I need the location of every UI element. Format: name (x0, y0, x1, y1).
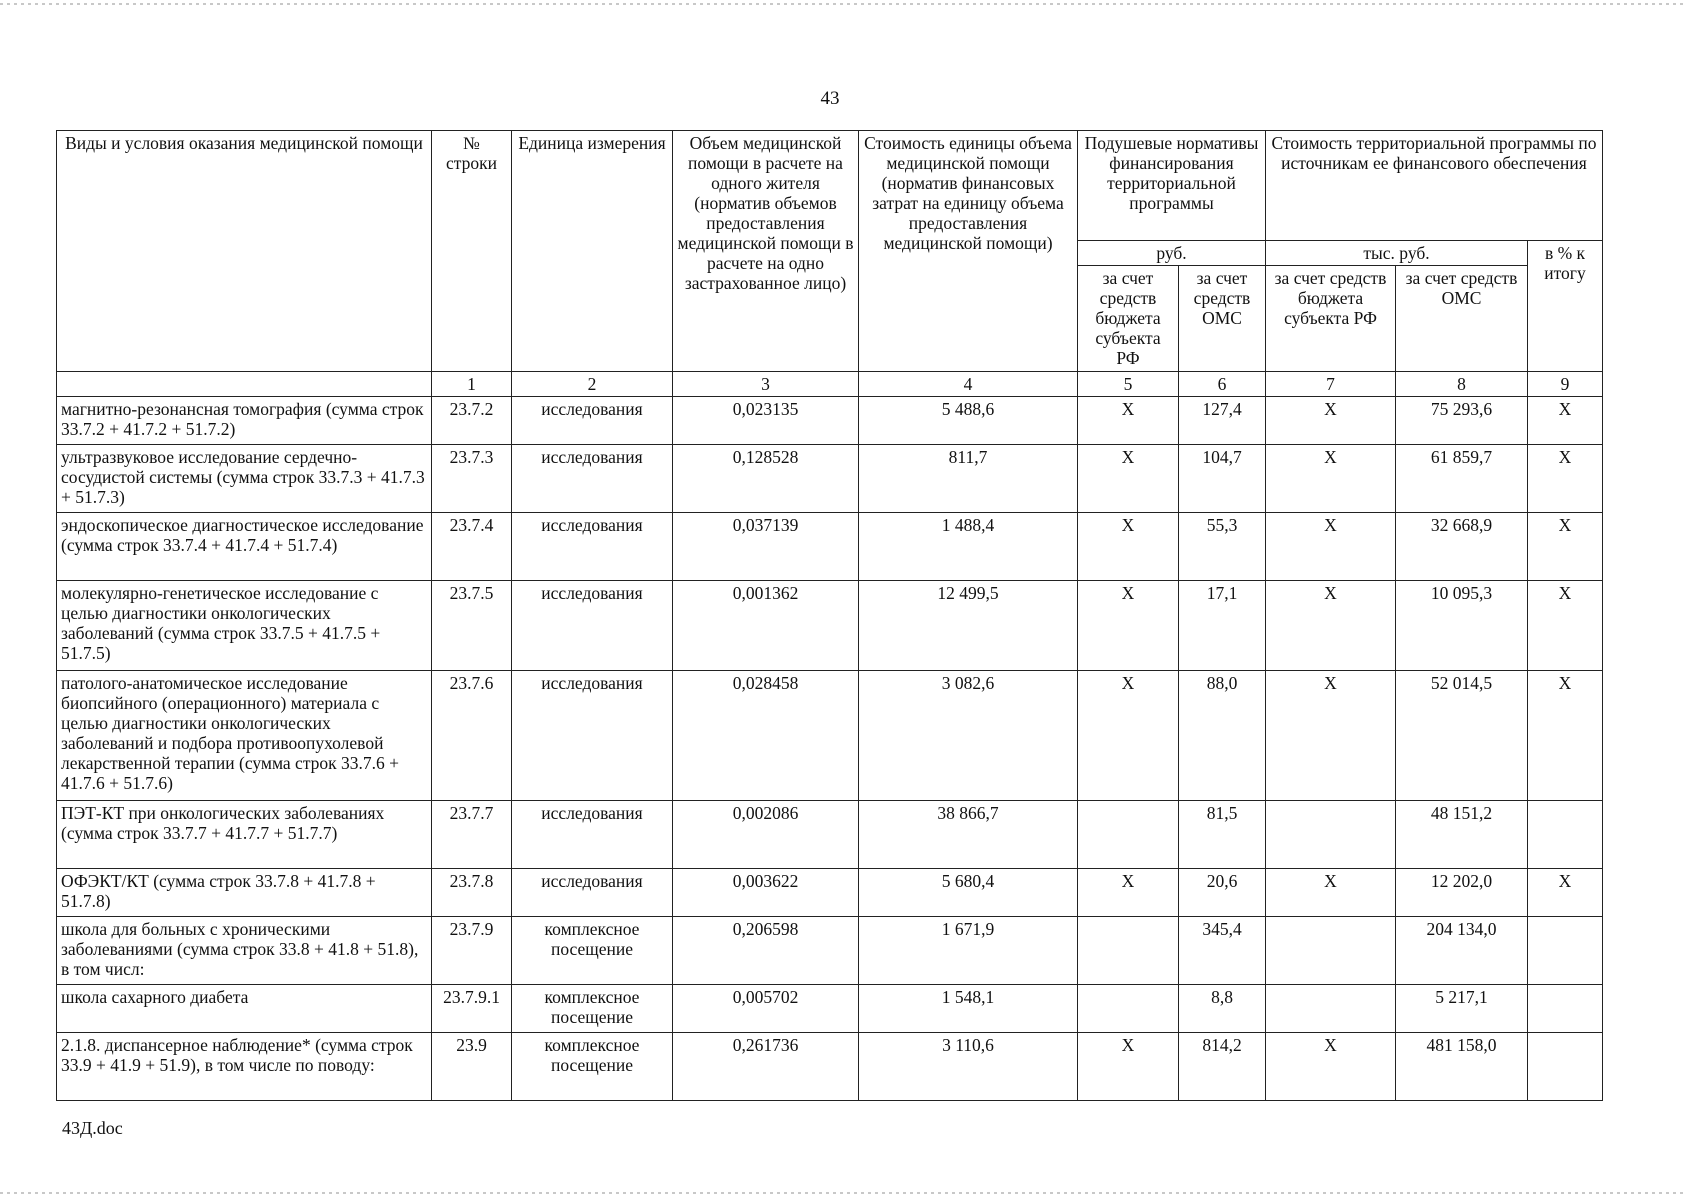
column-number: 9 (1528, 372, 1603, 397)
row-unit: исследования (512, 513, 673, 581)
column-number: 5 (1078, 372, 1179, 397)
header-thous-rub: тыс. руб. (1266, 241, 1528, 266)
header-unit: Единица измерения (512, 131, 673, 372)
table-row (57, 985, 1603, 1033)
row-volume: 0,005702 (673, 985, 859, 1033)
header-percent: в % к итогу (1528, 241, 1603, 372)
row-budget-thous: X (1266, 869, 1396, 917)
row-name: ПЭТ-КТ при онкологических заболеваниях (сумма строк 33.7.7 + 41.7.7 + 51.7.7) (57, 801, 432, 869)
header-per-capita: Подушевые нормативы финансирования территориальной программы (1078, 131, 1266, 241)
scan-edge-top (0, 3, 1686, 5)
row-unit: исследования (512, 801, 673, 869)
column-number (57, 372, 432, 397)
column-number: 3 (673, 372, 859, 397)
row-oms-rub: 127,4 (1179, 397, 1266, 445)
row-oms-thous: 204 134,0 (1396, 917, 1528, 985)
column-number: 1 (432, 372, 512, 397)
row-budget-rub: X (1078, 445, 1179, 513)
row-name: эндоскопическое диагностическое исследование (сумма строк 33.7.4 + 41.7.4 + 51.7.4) (57, 513, 432, 581)
row-oms-thous: 481 158,0 (1396, 1033, 1528, 1101)
row-unit: исследования (512, 869, 673, 917)
row-budget-thous (1266, 917, 1396, 985)
row-volume: 0,261736 (673, 1033, 859, 1101)
row-unit-cost: 1 548,1 (859, 985, 1078, 1033)
column-number: 8 (1396, 372, 1528, 397)
table-row (57, 513, 1603, 581)
row-percent (1528, 801, 1603, 869)
header-rub: руб. (1078, 241, 1266, 266)
row-name: школа сахарного диабета (57, 985, 432, 1033)
row-budget-rub: X (1078, 581, 1179, 671)
row-unit-cost: 38 866,7 (859, 801, 1078, 869)
row-name: патолого-анатомическое исследование биопсийного (операционного) материала с целью диагностики онкологических заболеваний и подбора противоопухолевой лекарственной терапии (сумма строк 33.7.6 + 41.7.6 + 51.7.6) (57, 671, 432, 801)
row-number: 23.9 (432, 1033, 512, 1101)
row-budget-thous (1266, 801, 1396, 869)
column-number: 6 (1179, 372, 1266, 397)
row-volume: 0,028458 (673, 671, 859, 801)
row-oms-rub: 81,5 (1179, 801, 1266, 869)
row-budget-rub: X (1078, 1033, 1179, 1101)
row-oms-thous: 75 293,6 (1396, 397, 1528, 445)
row-oms-rub: 55,3 (1179, 513, 1266, 581)
header-oms-thous: за счет средств ОМС (1396, 266, 1528, 372)
row-budget-thous: X (1266, 513, 1396, 581)
row-budget-rub (1078, 801, 1179, 869)
row-number: 23.7.9 (432, 917, 512, 985)
row-volume: 0,037139 (673, 513, 859, 581)
row-unit: комплексное посещение (512, 985, 673, 1033)
row-percent (1528, 985, 1603, 1033)
row-unit-cost: 811,7 (859, 445, 1078, 513)
header-total-cost: Стоимость территориальной программы по источникам ее финансового обеспечения (1266, 131, 1603, 241)
header-budget-rub: за счет средств бюджета субъекта РФ (1078, 266, 1179, 372)
header-kind: Виды и условия оказания медицинской помощи (57, 131, 432, 372)
row-unit: исследования (512, 397, 673, 445)
row-volume: 0,003622 (673, 869, 859, 917)
row-unit: исследования (512, 581, 673, 671)
row-unit-cost: 1 671,9 (859, 917, 1078, 985)
row-name: 2.1.8. диспансерное наблюдение* (сумма строк 33.9 + 41.9 + 51.9), в том числе по поводу: (57, 1033, 432, 1101)
row-percent: X (1528, 445, 1603, 513)
row-unit: исследования (512, 445, 673, 513)
column-number: 4 (859, 372, 1078, 397)
row-number: 23.7.3 (432, 445, 512, 513)
row-percent (1528, 1033, 1603, 1101)
row-number: 23.7.8 (432, 869, 512, 917)
row-budget-rub: X (1078, 513, 1179, 581)
row-unit-cost: 12 499,5 (859, 581, 1078, 671)
row-oms-rub: 104,7 (1179, 445, 1266, 513)
row-number: 23.7.4 (432, 513, 512, 581)
header-unit-cost: Стоимость единицы объема медицинской помощи (норматив финансовых затрат на единицу объема предоставления медицинской помощи) (859, 131, 1078, 372)
row-budget-rub (1078, 985, 1179, 1033)
row-budget-rub: X (1078, 397, 1179, 445)
table-row (57, 801, 1603, 869)
row-number: 23.7.5 (432, 581, 512, 671)
row-budget-rub: X (1078, 671, 1179, 801)
row-budget-rub: X (1078, 869, 1179, 917)
row-volume: 0,002086 (673, 801, 859, 869)
row-oms-rub: 8,8 (1179, 985, 1266, 1033)
row-number: 23.7.9.1 (432, 985, 512, 1033)
table-body (57, 397, 1603, 1101)
row-budget-thous: X (1266, 671, 1396, 801)
table-row (57, 397, 1603, 445)
row-percent: X (1528, 869, 1603, 917)
row-volume: 0,001362 (673, 581, 859, 671)
row-name: ультразвуковое исследование сердечно-сосудистой системы (сумма строк 33.7.3 + 41.7.3 + 51.7.3) (57, 445, 432, 513)
row-unit-cost: 3 082,6 (859, 671, 1078, 801)
table-row (57, 671, 1603, 801)
row-oms-thous: 48 151,2 (1396, 801, 1528, 869)
row-budget-thous: X (1266, 445, 1396, 513)
row-number: 23.7.7 (432, 801, 512, 869)
scan-edge-bottom (0, 1192, 1686, 1194)
row-name: магнитно-резонансная томография (сумма строк 33.7.2 + 41.7.2 + 51.7.2) (57, 397, 432, 445)
row-unit: комплексное посещение (512, 1033, 673, 1101)
row-unit: комплексное посещение (512, 917, 673, 985)
row-oms-thous: 52 014,5 (1396, 671, 1528, 801)
header-row-no: № строки (432, 131, 512, 372)
row-oms-rub: 88,0 (1179, 671, 1266, 801)
row-oms-thous: 5 217,1 (1396, 985, 1528, 1033)
row-oms-rub: 20,6 (1179, 869, 1266, 917)
table-row (57, 581, 1603, 671)
row-number: 23.7.2 (432, 397, 512, 445)
header-oms-rub: за счет средств ОМС (1179, 266, 1266, 372)
row-oms-thous: 12 202,0 (1396, 869, 1528, 917)
table-row (57, 917, 1603, 985)
table-row (57, 1033, 1603, 1101)
row-number: 23.7.6 (432, 671, 512, 801)
row-oms-thous: 10 095,3 (1396, 581, 1528, 671)
row-unit-cost: 5 488,6 (859, 397, 1078, 445)
row-budget-thous (1266, 985, 1396, 1033)
row-name: ОФЭКТ/КТ (сумма строк 33.7.8 + 41.7.8 + 51.7.8) (57, 869, 432, 917)
row-unit-cost: 3 110,6 (859, 1033, 1078, 1101)
row-percent: X (1528, 397, 1603, 445)
row-budget-thous: X (1266, 581, 1396, 671)
column-number: 2 (512, 372, 673, 397)
column-number: 7 (1266, 372, 1396, 397)
row-budget-thous: X (1266, 1033, 1396, 1101)
row-oms-rub: 17,1 (1179, 581, 1266, 671)
column-number-row (57, 372, 1603, 397)
row-budget-rub (1078, 917, 1179, 985)
row-oms-thous: 32 668,9 (1396, 513, 1528, 581)
table-row (57, 869, 1603, 917)
row-percent: X (1528, 513, 1603, 581)
footer-filename: 43Д.doc (62, 1118, 123, 1138)
row-name: школа для больных с хроническими заболеваниями (сумма строк 33.8 + 41.8 + 51.8), в том числ: (57, 917, 432, 985)
row-unit: исследования (512, 671, 673, 801)
row-percent: X (1528, 581, 1603, 671)
row-oms-thous: 61 859,7 (1396, 445, 1528, 513)
page-number: 43 (820, 88, 840, 109)
financing-table (56, 130, 1603, 1101)
row-volume: 0,206598 (673, 917, 859, 985)
row-percent: X (1528, 671, 1603, 801)
row-oms-rub: 814,2 (1179, 1033, 1266, 1101)
row-unit-cost: 1 488,4 (859, 513, 1078, 581)
table-header (57, 131, 1603, 397)
row-name: молекулярно-генетическое исследование с целью диагностики онкологических заболеваний (сумма строк 33.7.5 + 41.7.5 + 51.7.5) (57, 581, 432, 671)
row-percent (1528, 917, 1603, 985)
row-oms-rub: 345,4 (1179, 917, 1266, 985)
header-volume: Объем медицинской помощи в расчете на одного жителя (норматив объемов предоставления медицинской помощи в расчете на одно застрахованное лицо) (673, 131, 859, 372)
row-volume: 0,023135 (673, 397, 859, 445)
row-unit-cost: 5 680,4 (859, 869, 1078, 917)
header-budget-thous: за счет средств бюджета субъекта РФ (1266, 266, 1396, 372)
row-volume: 0,128528 (673, 445, 859, 513)
table-row (57, 445, 1603, 513)
row-budget-thous: X (1266, 397, 1396, 445)
